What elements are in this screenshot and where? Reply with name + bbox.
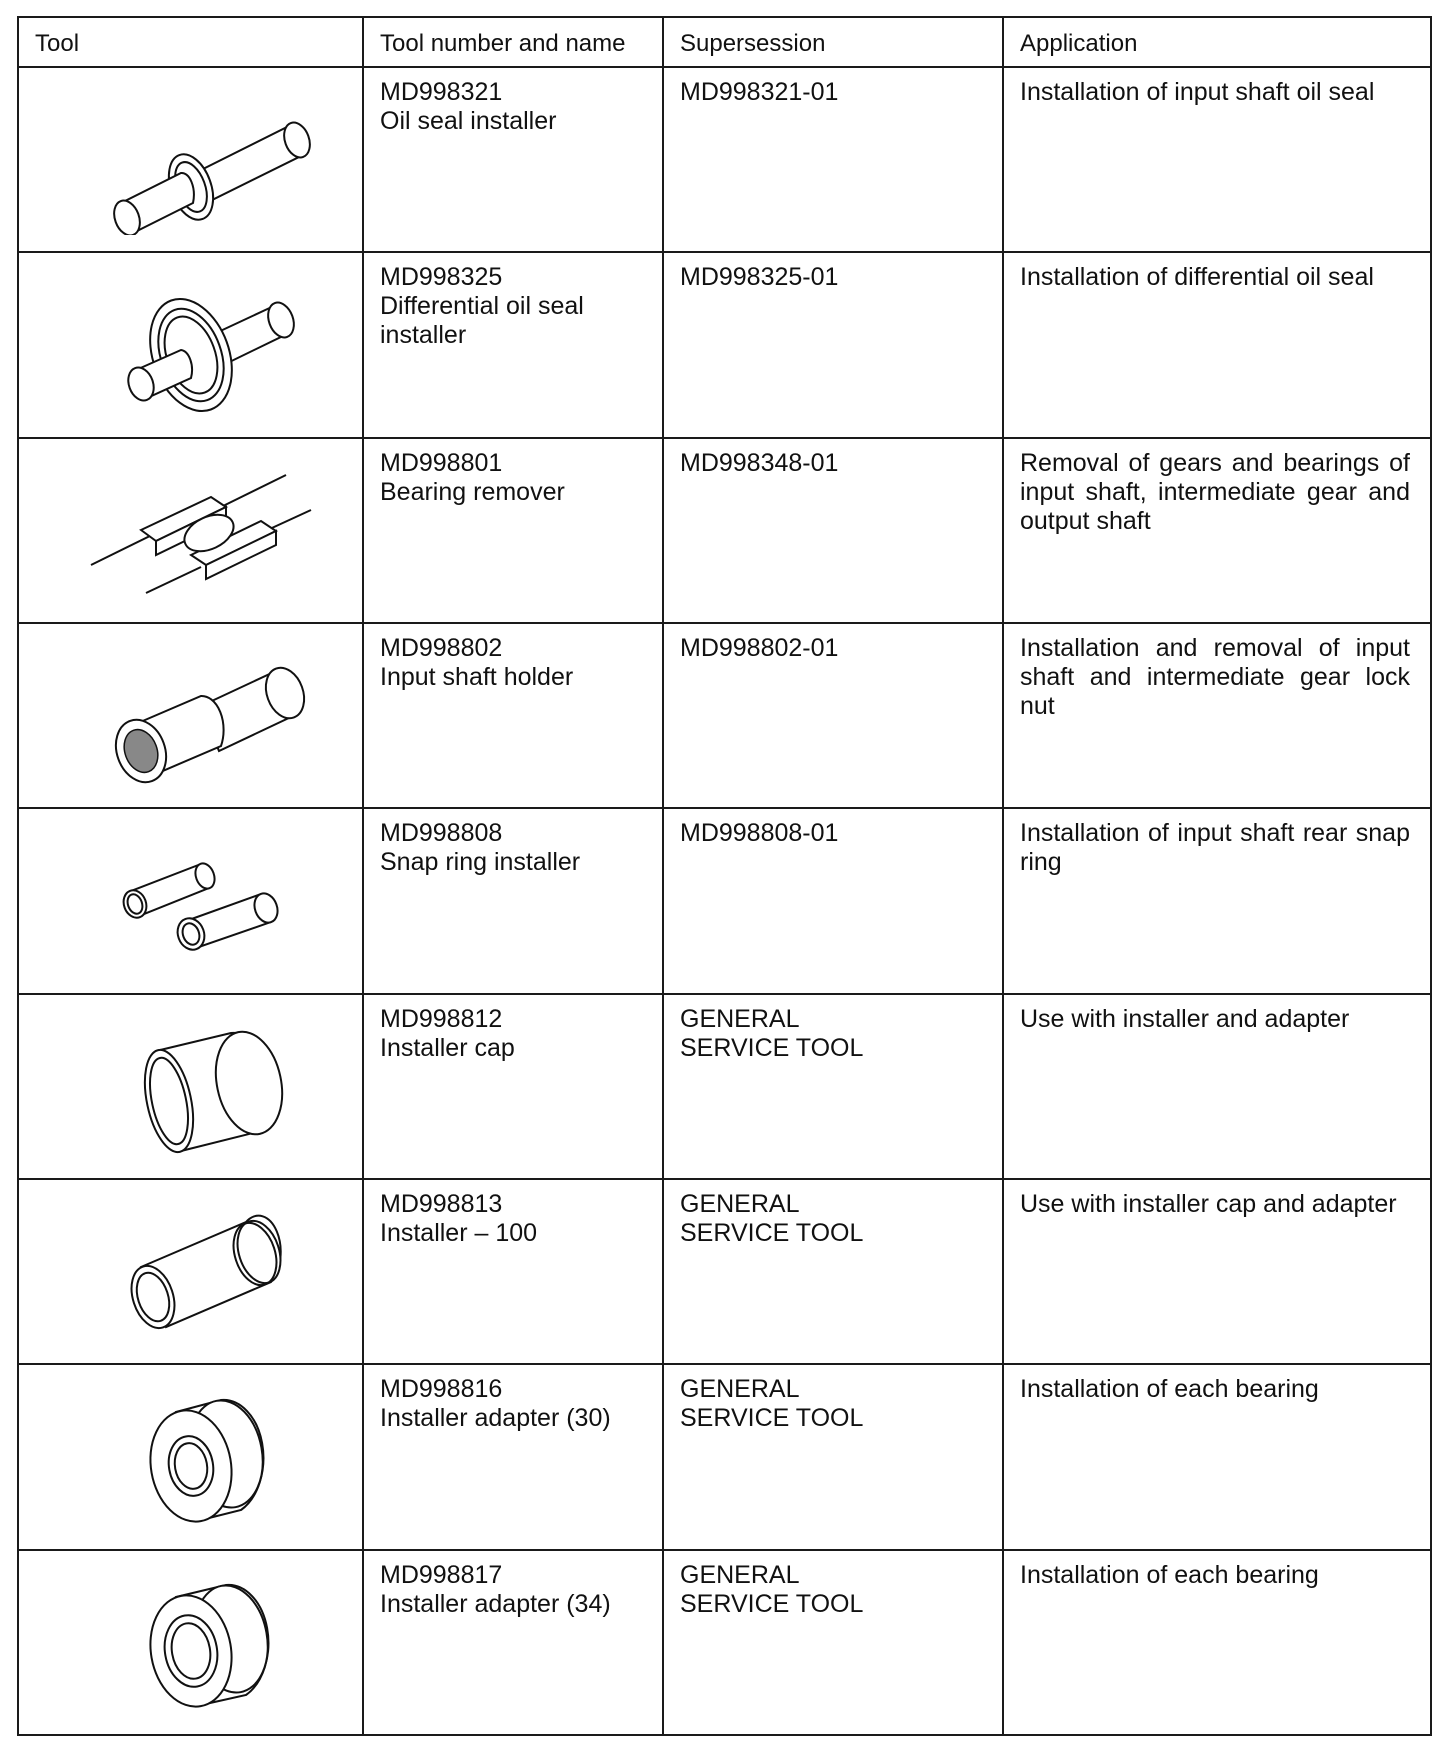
application-cell: Installation of each bearing xyxy=(1003,1364,1431,1549)
supersession-line-1: GENERAL xyxy=(680,1004,800,1033)
differential-oil-seal-installer-icon xyxy=(61,270,321,420)
header-tool: Tool xyxy=(18,17,363,67)
application-cell: Installation of input shaft oil seal xyxy=(1003,67,1431,252)
tool-name: Differential oil seal installer xyxy=(380,292,584,350)
table-row xyxy=(18,1179,1431,1364)
snap-ring-installer-icon xyxy=(61,826,321,976)
tool-number: MD998813 xyxy=(380,1189,503,1218)
header-application: Application xyxy=(1003,17,1431,67)
tool-number: MD998816 xyxy=(380,1375,503,1404)
supersession-cell xyxy=(663,994,1003,1179)
tool-name: Input shaft holder xyxy=(380,662,574,691)
supersession-text: MD998802-01 xyxy=(680,633,839,662)
supersession-line-2: SERVICE TOOL xyxy=(680,1218,864,1247)
table-row xyxy=(18,808,1431,993)
supersession-cell xyxy=(663,1179,1003,1364)
tool-number: MD998812 xyxy=(380,1004,503,1033)
header-supersession: Supersession xyxy=(663,17,1003,67)
table-row xyxy=(18,1550,1431,1735)
table-row xyxy=(18,67,1431,252)
tool-name: Snap ring installer xyxy=(380,848,581,877)
tool-name: Installer cap xyxy=(380,1033,515,1062)
tool-name: Installer adapter (30) xyxy=(380,1404,611,1433)
supersession-cell xyxy=(663,438,1003,623)
application-cell: Installation of input shaft rear snap ring xyxy=(1003,808,1431,993)
tool-number-name-cell xyxy=(363,1179,663,1364)
input-shaft-holder-icon xyxy=(61,641,321,791)
tool-number-name-cell xyxy=(363,1550,663,1735)
tool-number: MD998808 xyxy=(380,819,503,848)
tool-image-cell xyxy=(18,623,363,808)
tool-image-cell xyxy=(18,1364,363,1549)
supersession-cell xyxy=(663,1364,1003,1549)
table-row xyxy=(18,623,1431,808)
tool-image-cell xyxy=(18,67,363,252)
tool-number: MD998801 xyxy=(380,448,503,477)
application-cell: Installation of differential oil seal xyxy=(1003,252,1431,437)
supersession-cell xyxy=(663,623,1003,808)
tool-number-name-cell xyxy=(363,623,663,808)
tool-image-cell xyxy=(18,994,363,1179)
tool-name: Installer – 100 xyxy=(380,1218,538,1247)
supersession-text: MD998321-01 xyxy=(680,78,839,106)
supersession-line-1: GENERAL xyxy=(680,1560,800,1589)
supersession-cell xyxy=(663,1550,1003,1735)
application-cell: Installation and removal of input shaft and intermediate gear lock nut xyxy=(1003,623,1431,808)
oil-seal-installer-icon xyxy=(61,85,321,235)
tool-number-name-cell xyxy=(363,994,663,1179)
application-cell: Use with installer cap and adapter xyxy=(1003,1179,1431,1364)
tool-number-name-cell xyxy=(363,438,663,623)
table-row xyxy=(18,1364,1431,1549)
tool-name: Installer adapter (34) xyxy=(380,1589,611,1618)
tool-image-cell xyxy=(18,1179,363,1364)
installer-adapter-34-icon xyxy=(61,1567,321,1717)
tool-number: MD998325 xyxy=(380,263,503,292)
application-cell: Removal of gears and bearings of input shaft, intermediate gear and output shaft xyxy=(1003,438,1431,623)
supersession-cell xyxy=(663,252,1003,437)
tool-name: Oil seal installer xyxy=(380,107,557,135)
tool-number-name-cell xyxy=(363,67,663,252)
supersession-text: MD998808-01 xyxy=(680,819,839,848)
tool-number: MD998802 xyxy=(380,633,503,662)
special-tools-table xyxy=(17,16,1432,1736)
tool-name: Bearing remover xyxy=(380,477,565,506)
header-tool-number-and-name: Tool number and name xyxy=(363,17,663,67)
supersession-cell xyxy=(663,808,1003,993)
tool-image-cell xyxy=(18,252,363,437)
installer-adapter-30-icon xyxy=(61,1382,321,1532)
tool-number-name-cell xyxy=(363,252,663,437)
application-cell: Use with installer and adapter xyxy=(1003,994,1431,1179)
installer-100-icon xyxy=(61,1197,321,1347)
table-row xyxy=(18,252,1431,437)
tool-image-cell xyxy=(18,438,363,623)
supersession-line-2: SERVICE TOOL xyxy=(680,1589,864,1618)
tool-image-cell xyxy=(18,1550,363,1735)
supersession-line-1: GENERAL xyxy=(680,1375,800,1404)
installer-cap-icon xyxy=(61,1011,321,1161)
header-row xyxy=(18,17,1431,67)
supersession-text: MD998348-01 xyxy=(680,448,839,477)
tool-number-name-cell xyxy=(363,1364,663,1549)
supersession-line-2: SERVICE TOOL xyxy=(680,1033,864,1062)
bearing-remover-icon xyxy=(61,455,321,605)
supersession-text: MD998325-01 xyxy=(680,263,839,292)
tool-number-name-cell xyxy=(363,808,663,993)
tool-number: MD998321 xyxy=(380,78,503,106)
table-row xyxy=(18,994,1431,1179)
application-cell: Installation of each bearing xyxy=(1003,1550,1431,1735)
tool-number: MD998817 xyxy=(380,1560,503,1589)
supersession-line-2: SERVICE TOOL xyxy=(680,1404,864,1433)
supersession-line-1: GENERAL xyxy=(680,1189,800,1218)
tool-image-cell xyxy=(18,808,363,993)
table-row xyxy=(18,438,1431,623)
supersession-cell xyxy=(663,67,1003,252)
